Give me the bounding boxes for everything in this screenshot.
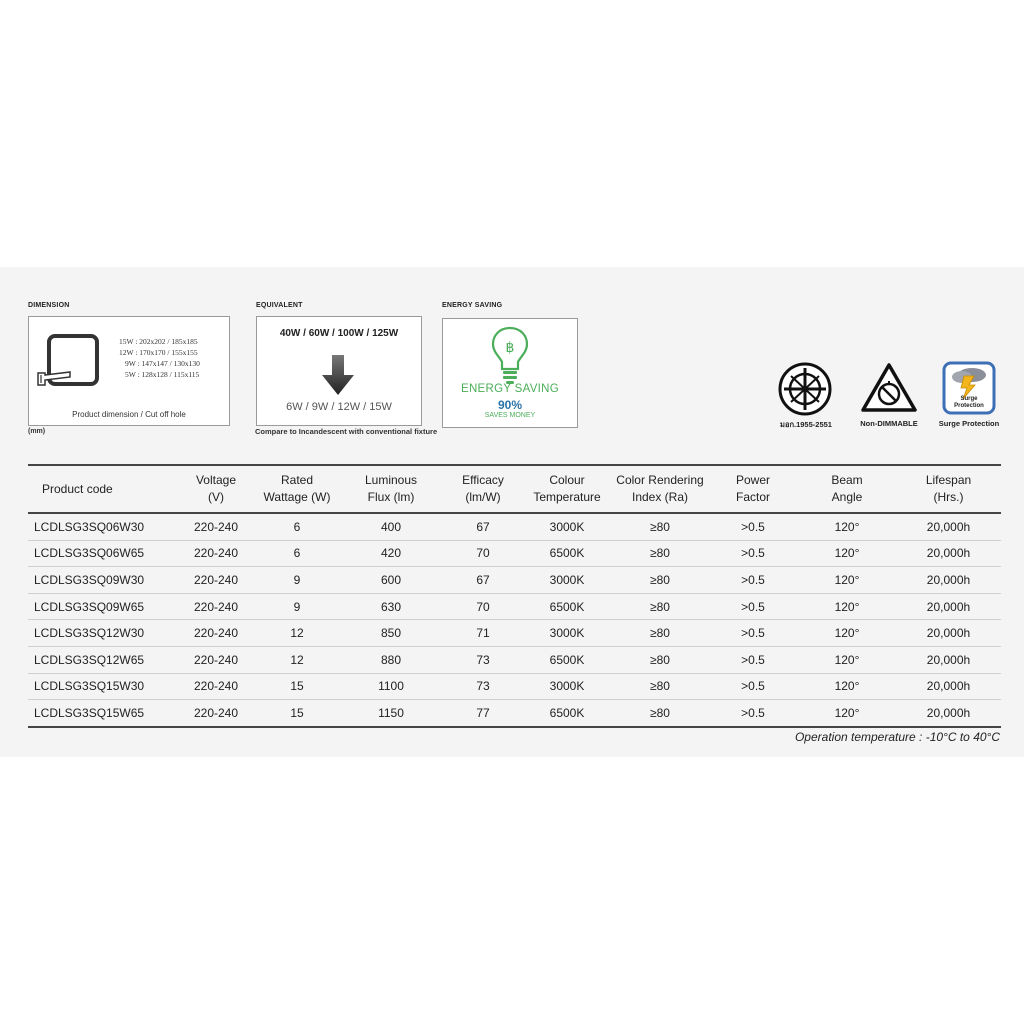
table-cell: 9 [256, 567, 338, 594]
table-cell: 20,000h [896, 646, 1001, 673]
incandescent-wattages: 40W / 60W / 100W / 125W [279, 328, 399, 339]
table-cell: 220-240 [176, 567, 256, 594]
energy-saving-percent: 90% [497, 398, 523, 412]
table-cell: 220-240 [176, 513, 256, 540]
column-header [612, 465, 708, 513]
table-cell: 120° [798, 593, 896, 620]
operation-temperature: Operation temperature : -10°C to 40°C [794, 730, 1000, 744]
table-row [28, 700, 1001, 727]
table-cell: 20,000h [896, 513, 1001, 540]
table-cell: ≥80 [612, 567, 708, 594]
table-cell: 6 [256, 513, 338, 540]
table-cell: 630 [338, 593, 444, 620]
dimension-unit: (mm) [28, 428, 46, 435]
table-cell: ≥80 [612, 513, 708, 540]
table-cell: >0.5 [708, 700, 798, 727]
table-cell: 120° [798, 567, 896, 594]
column-header-text: Lifespan [925, 473, 972, 487]
column-header [444, 465, 522, 513]
spec-table [28, 464, 1001, 728]
table-cell: >0.5 [708, 593, 798, 620]
table-cell: 400 [338, 513, 444, 540]
table-cell: 20,000h [896, 673, 1001, 700]
energy-saving-subtitle: SAVES MONEY [484, 412, 536, 419]
table-cell: 20,000h [896, 593, 1001, 620]
table-cell: 20,000h [896, 700, 1001, 727]
column-header [338, 465, 444, 513]
table-cell: 1150 [338, 700, 444, 727]
column-header-text: Angle [831, 490, 863, 504]
column-header-text: Voltage [195, 473, 237, 487]
table-cell: >0.5 [708, 673, 798, 700]
table-cell: LCDLSG3SQ09W65 [28, 593, 176, 620]
table-cell: 73 [444, 673, 522, 700]
energy-saving-label: ENERGY SAVING [442, 302, 503, 309]
equivalent-note: Compare to Incandescent with conventional fixture [255, 427, 438, 436]
table-cell: 120° [798, 646, 896, 673]
table-cell: >0.5 [708, 567, 798, 594]
table-cell: 3000K [522, 673, 612, 700]
table-cell: 6500K [522, 540, 612, 567]
svg-text:฿: ฿ [505, 339, 515, 355]
table-cell: LCDLSG3SQ12W65 [28, 646, 176, 673]
table-cell: 20,000h [896, 567, 1001, 594]
table-cell: ≥80 [612, 646, 708, 673]
column-header-text: (Hrs.) [933, 490, 964, 504]
table-cell: >0.5 [708, 540, 798, 567]
tis-standard-label: มอก.1955-2551 [780, 420, 832, 429]
table-cell: 120° [798, 673, 896, 700]
table-cell: 120° [798, 700, 896, 727]
table-cell: 71 [444, 620, 522, 647]
column-header-text: Product code [42, 481, 113, 496]
table-row [28, 567, 1001, 594]
table-cell: 67 [444, 513, 522, 540]
table-cell: 220-240 [176, 540, 256, 567]
column-header [256, 465, 338, 513]
column-header-text: Efficacy [462, 473, 504, 487]
table-row [28, 673, 1001, 700]
non-dimmable-icon [860, 362, 918, 414]
table-cell: LCDLSG3SQ15W30 [28, 673, 176, 700]
equivalent-box [256, 316, 422, 426]
table-cell: 20,000h [896, 540, 1001, 567]
table-cell: ≥80 [612, 620, 708, 647]
column-header-text: Power [735, 473, 770, 487]
column-header-text: Flux (lm) [367, 490, 415, 504]
table-cell: LCDLSG3SQ06W30 [28, 513, 176, 540]
tis-standard-icon [778, 362, 832, 416]
table-cell: 120° [798, 540, 896, 567]
table-row [28, 646, 1001, 673]
table-cell: 420 [338, 540, 444, 567]
arrow-down-icon [320, 353, 356, 397]
surge-protection-badge-text: Surge Protection [954, 396, 984, 409]
column-header-text: Rated [280, 473, 314, 487]
energy-saving-box [442, 318, 578, 428]
table-cell: 12 [256, 646, 338, 673]
table-cell: 220-240 [176, 700, 256, 727]
table-cell: ≥80 [612, 673, 708, 700]
table-cell: 6500K [522, 593, 612, 620]
table-cell: 220-240 [176, 593, 256, 620]
table-cell: 120° [798, 620, 896, 647]
column-header [896, 465, 1001, 513]
table-cell: 15 [256, 700, 338, 727]
table-cell: 70 [444, 593, 522, 620]
dimension-line-12w: 12W : 170x170 / 155x155 [119, 348, 198, 357]
table-cell: 6500K [522, 646, 612, 673]
dimension-box [28, 316, 230, 426]
column-header-text: Colour [549, 473, 585, 487]
dimension-line-9w: 9W : 147x147 / 130x130 [125, 359, 200, 368]
column-header [522, 465, 612, 513]
equivalent-label: EQUIVALENT [256, 302, 303, 309]
surge-protection-label: Surge Protection [938, 419, 1000, 428]
table-cell: >0.5 [708, 646, 798, 673]
table-cell: 9 [256, 593, 338, 620]
table-cell: 3000K [522, 513, 612, 540]
column-header-text: Luminous [364, 473, 418, 487]
energy-saving-title: ENERGY SAVING [460, 383, 560, 395]
table-cell: LCDLSG3SQ15W65 [28, 700, 176, 727]
dimension-line-5w: 5W : 128x128 / 115x115 [125, 370, 200, 379]
mounting-clip-icon [37, 371, 71, 387]
table-body [28, 513, 1001, 727]
led-wattages: 6W / 9W / 12W / 15W [286, 401, 392, 413]
table-cell: LCDLSG3SQ06W65 [28, 540, 176, 567]
table-cell: 120° [798, 513, 896, 540]
table-cell: 6500K [522, 700, 612, 727]
table-cell: 20,000h [896, 620, 1001, 647]
column-header-text: Beam [831, 473, 863, 487]
dimension-label: DIMENSION [28, 302, 70, 309]
table-cell: 73 [444, 646, 522, 673]
table-cell: 600 [338, 567, 444, 594]
table-row [28, 593, 1001, 620]
table-cell: 850 [338, 620, 444, 647]
column-header-text: Temperature [533, 490, 601, 504]
table-cell: ≥80 [612, 540, 708, 567]
table-cell: >0.5 [708, 513, 798, 540]
column-header-text: Index (Ra) [631, 490, 689, 504]
table-cell: 1100 [338, 673, 444, 700]
table-cell: 220-240 [176, 673, 256, 700]
table-header-row [28, 465, 1001, 513]
column-header-text: Wattage (W) [263, 490, 331, 504]
table-cell: LCDLSG3SQ09W30 [28, 567, 176, 594]
table-cell: 220-240 [176, 646, 256, 673]
column-header-text: (lm/W) [465, 490, 501, 504]
dimension-caption: Product dimension / Cut off hole [72, 410, 186, 419]
column-header-text: Color Rendering [616, 473, 704, 487]
column-header-text: (V) [208, 490, 224, 504]
table-row [28, 540, 1001, 567]
table-cell: 220-240 [176, 620, 256, 647]
column-header [28, 465, 176, 513]
table-cell: LCDLSG3SQ12W30 [28, 620, 176, 647]
column-header [176, 465, 256, 513]
table-cell: 6 [256, 540, 338, 567]
column-header-text: Factor [735, 490, 770, 504]
table-cell: 77 [444, 700, 522, 727]
light-bulb-icon [490, 325, 530, 387]
table-cell: 67 [444, 567, 522, 594]
table-cell: >0.5 [708, 620, 798, 647]
table-row [28, 513, 1001, 540]
table-row [28, 620, 1001, 647]
non-dimmable-label: Non-DIMMABLE [860, 419, 918, 428]
table-cell: 3000K [522, 567, 612, 594]
table-cell: ≥80 [612, 700, 708, 727]
table-cell: ≥80 [612, 593, 708, 620]
table-cell: 15 [256, 673, 338, 700]
column-header [708, 465, 798, 513]
column-header [798, 465, 896, 513]
table-cell: 3000K [522, 620, 612, 647]
table-cell: 70 [444, 540, 522, 567]
table-cell: 12 [256, 620, 338, 647]
table-cell: 880 [338, 646, 444, 673]
dimension-line-15w: 15W : 202x202 / 185x185 [119, 337, 198, 346]
